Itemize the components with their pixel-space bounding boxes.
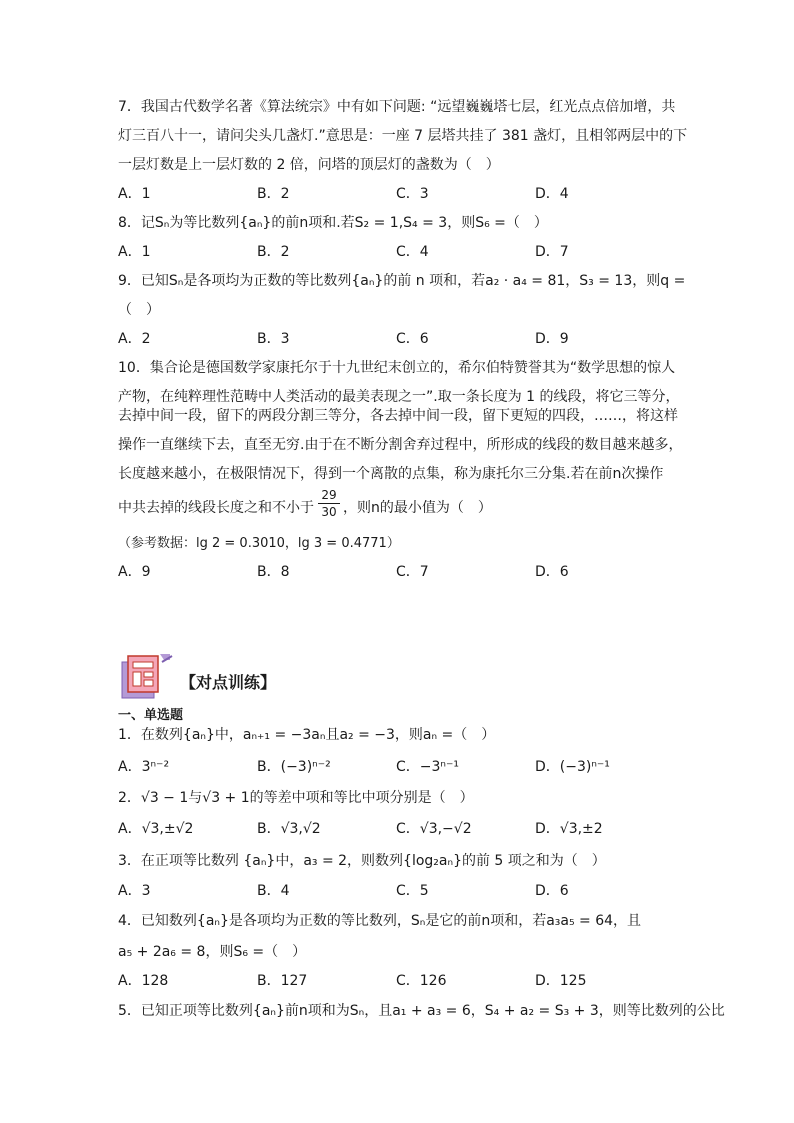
- p3-line-1: 3．在正项等比数列 {aₙ}中，a₃ = 2，则数列{log₂aₙ}的前 5 项之和为（ ）: [118, 853, 606, 869]
- q10-option-c[interactable]: C．7: [396, 564, 429, 580]
- q7-line-2: 灯三百八十一，请问尖头几盏灯.”意思是：一座 7 层塔共挂了 381 盏灯，且相邻两层中的下: [118, 128, 688, 144]
- document-stack-icon: [118, 652, 176, 700]
- fraction-numerator: 29: [318, 488, 340, 504]
- q9-line-2: （ ）: [118, 302, 160, 318]
- p4-line-2: a₅ + 2a₆ = 8，则S₆ =（ ）: [118, 944, 307, 960]
- q10-options: [118, 562, 688, 582]
- p2-line-1: 2．√3 − 1与√3 + 1的等差中项和等比中项分别是（ ）: [118, 790, 474, 806]
- q10-option-d[interactable]: D．6: [535, 564, 569, 580]
- p2-option-c[interactable]: C．√3,−√2: [396, 821, 472, 837]
- q8-option-d[interactable]: D．7: [535, 244, 569, 260]
- q10-line-1: 10．集合论是德国数学家康托尔于十九世纪末创立的，希尔伯特赞誉其为“数学思想的惊人: [118, 360, 676, 376]
- q7-option-c[interactable]: C．3: [396, 186, 429, 202]
- q9-option-a[interactable]: A．2: [118, 331, 151, 347]
- p3-option-b[interactable]: B．4: [257, 883, 290, 899]
- q10-line-6b: ，则n的最小值为（ ）: [343, 500, 492, 516]
- q10-line-2: 产物，在纯粹理性范畴中人类活动的最美表现之一”.取一条长度为 1 的线段，将它三等分，: [118, 389, 680, 405]
- p2-options: [118, 819, 688, 839]
- q10-line-3: 去掉中间一段，留下的两段分割三等分，各去掉中间一段，留下更短的四段，……，将这样: [118, 408, 678, 424]
- p1-line-1: 1．在数列{aₙ}中，aₙ₊₁ = −3aₙ且a₂ = −3，则aₙ =（ ）: [118, 727, 496, 743]
- p2-option-d[interactable]: D．√3,±2: [535, 821, 603, 837]
- q8-line-1: 8．记Sₙ为等比数列{aₙ}的前n项和.若S₂ = 1,S₄ = 3，则S₆ =（ ）: [118, 215, 548, 231]
- q10-reference-data: （参考数据：lg 2 = 0.3010，lg 3 = 0.4771）: [118, 536, 400, 551]
- q8-option-c[interactable]: C．4: [396, 244, 429, 260]
- q10-line-4: 操作一直继续下去，直至无穷.由于在不断分割舍弃过程中，所形成的线段的数目越来越多，: [118, 437, 683, 453]
- p1-option-d[interactable]: D．(−3)ⁿ⁻¹: [535, 759, 610, 775]
- q8-options: [118, 242, 688, 262]
- p2-option-b[interactable]: B．√3,√2: [257, 821, 321, 837]
- q7-option-a[interactable]: A．1: [118, 186, 151, 202]
- section-subhead: 一、单选题: [118, 708, 184, 723]
- q8-option-b[interactable]: B．2: [257, 244, 290, 260]
- q10-option-a[interactable]: A．9: [118, 564, 151, 580]
- q7-options: [118, 184, 688, 204]
- p4-line-1: 4．已知数列{aₙ}是各项均为正数的等比数列，Sₙ是它的前n项和，若a₃a₅ = 64，且: [118, 913, 642, 929]
- q7-option-b[interactable]: B．2: [257, 186, 290, 202]
- q9-option-b[interactable]: B．3: [257, 331, 290, 347]
- q7-line-1: 7．我国古代数学名著《算法统宗》中有如下问题: “远望巍巍塔七层，红光点点倍加增，共: [118, 99, 676, 115]
- q8-option-a[interactable]: A．1: [118, 244, 151, 260]
- fraction-denominator: 30: [321, 505, 337, 519]
- q9-option-c[interactable]: C．6: [396, 331, 429, 347]
- p1-option-c[interactable]: C．−3ⁿ⁻¹: [396, 759, 459, 775]
- q7-line-3: 一层灯数是上一层灯数的 2 倍，问塔的顶层灯的盏数为（ ）: [118, 157, 500, 173]
- q10-option-b[interactable]: B．8: [257, 564, 290, 580]
- p4-option-d[interactable]: D．125: [535, 973, 587, 989]
- p4-option-b[interactable]: B．127: [257, 973, 308, 989]
- p1-option-b[interactable]: B．(−3)ⁿ⁻²: [257, 759, 331, 775]
- p3-option-d[interactable]: D．6: [535, 883, 569, 899]
- p5-line-1: 5．已知正项等比数列{aₙ}前n项和为Sₙ，且a₁ + a₃ = 6，S₄ + a₂ = S₃ + 3，则等比数列的公比: [118, 1003, 725, 1019]
- q10-fraction: [318, 488, 340, 519]
- q10-line-6a: 中共去掉的线段长度之和不小于: [118, 500, 314, 516]
- p2-option-a[interactable]: A．√3,±√2: [118, 821, 194, 837]
- q10-line-5: 长度越来越小，在极限情况下，得到一个离散的点集，称为康托尔三分集.若在前n次操作: [118, 466, 664, 482]
- section-title: 【对点训练】: [180, 673, 277, 692]
- p3-option-c[interactable]: C．5: [396, 883, 429, 899]
- p3-options: [118, 881, 688, 901]
- q9-line-1: 9．已知Sₙ是各项均为正数的等比数列{aₙ}的前 n 项和，若a₂ · a₄ = 81，S₃ = 13，则q =: [118, 273, 686, 289]
- p1-option-a[interactable]: A．3ⁿ⁻²: [118, 759, 170, 775]
- p1-options: [118, 757, 688, 777]
- q9-option-d[interactable]: D．9: [535, 331, 569, 347]
- q9-options: [118, 329, 688, 349]
- q7-option-d[interactable]: D．4: [535, 186, 569, 202]
- p4-option-c[interactable]: C．126: [396, 973, 447, 989]
- p3-option-a[interactable]: A．3: [118, 883, 151, 899]
- p4-options: [118, 971, 688, 991]
- p4-option-a[interactable]: A．128: [118, 973, 169, 989]
